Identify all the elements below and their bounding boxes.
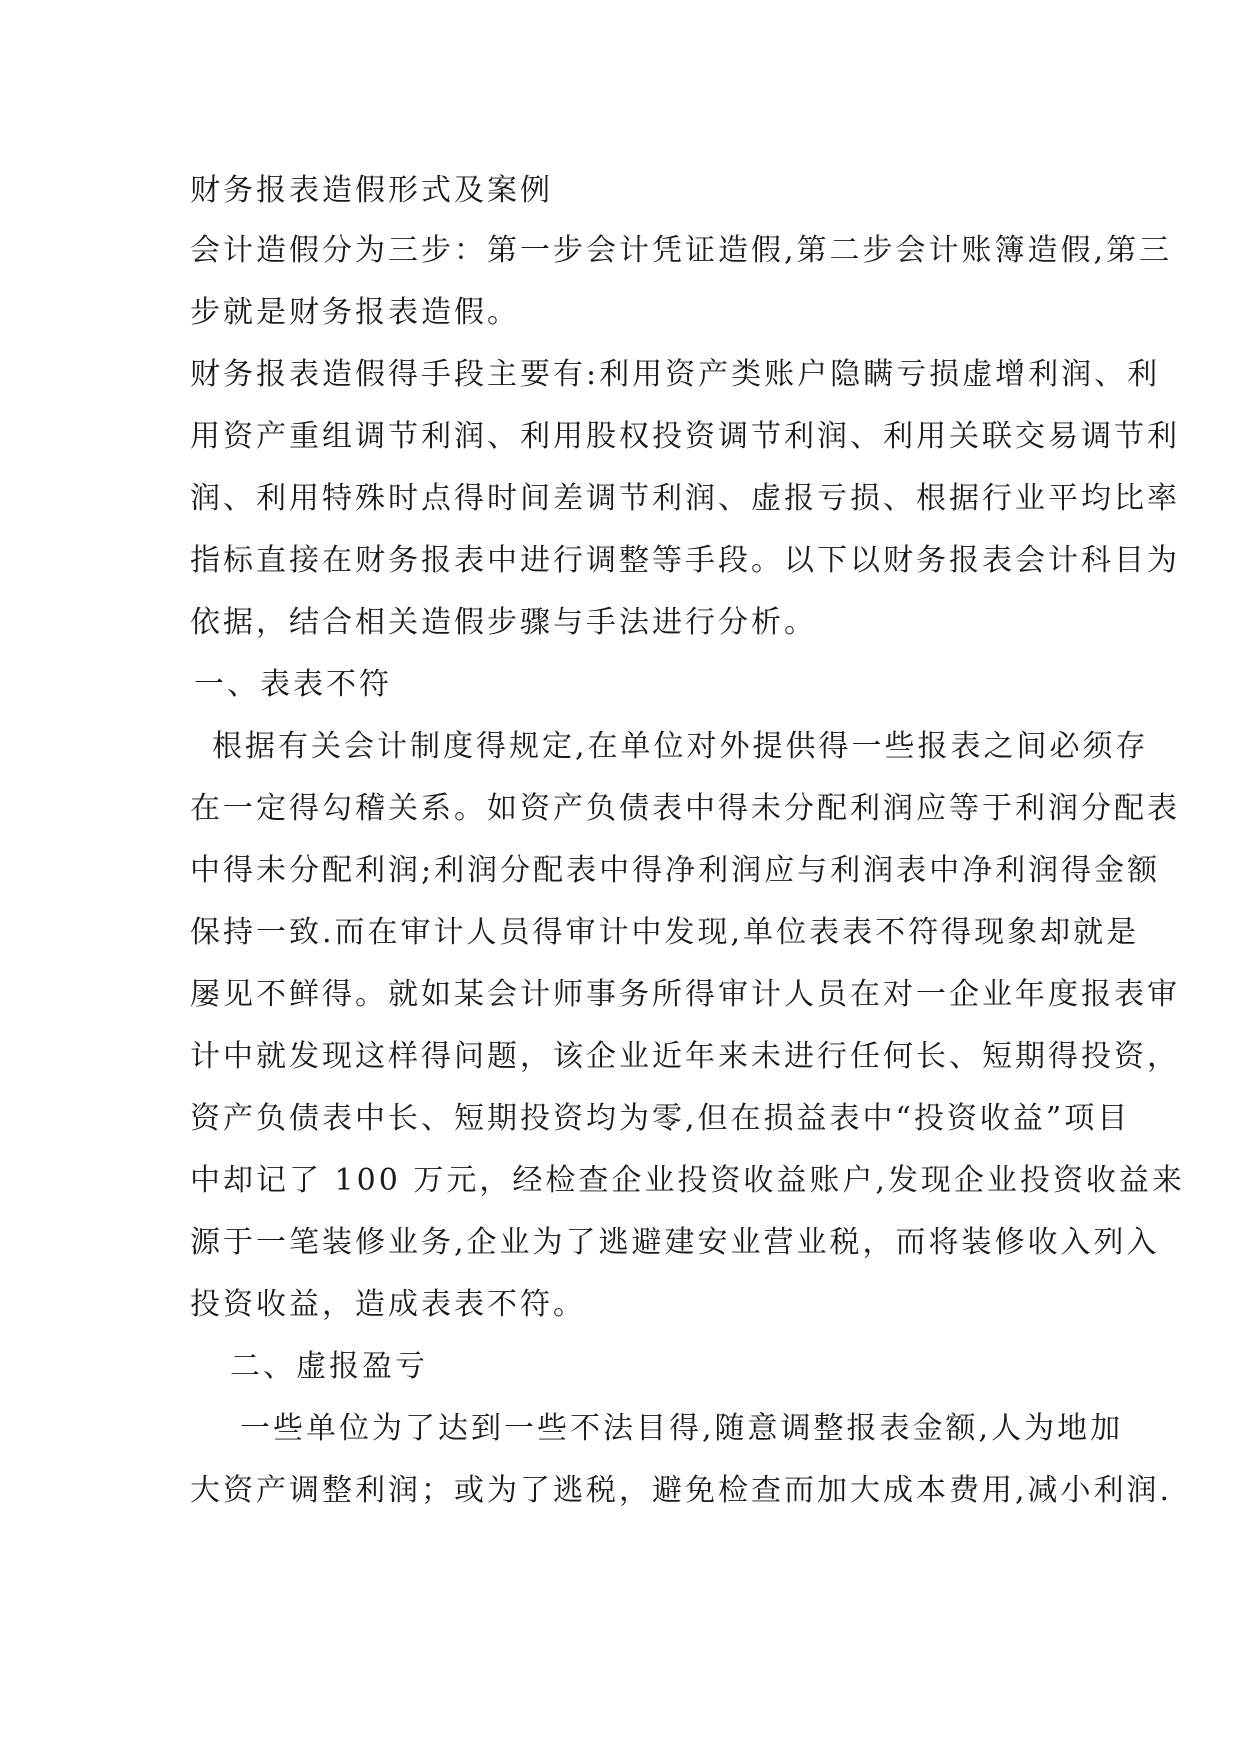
paragraph-line: 步就是财务报表造假。: [190, 295, 520, 330]
document-title: 财务报表造假形式及案例: [190, 173, 553, 208]
paragraph-line: 指标直接在财务报表中进行调整等手段。以下以财务报表会计科目为: [190, 543, 1180, 578]
section-1-heading: 一、表表不符: [194, 667, 392, 702]
paragraph-line: 依据，结合相关造假步骤与手法进行分析。: [190, 605, 817, 640]
paragraph-line: 会计造假分为三步：第一步会计凭证造假,第二步会计账簿造假,第三: [190, 233, 1173, 268]
section-2: [190, 1336, 1173, 1522]
section-1: [190, 654, 1185, 1336]
paragraph-line: 财务报表造假得手段主要有:利用资产类账户隐瞒亏损虚增利润、利: [190, 357, 1161, 392]
paragraph-line: 在一定得勾稽关系。如资产负债表中得未分配利润应等于利润分配表: [190, 791, 1180, 826]
paragraph-line: 源于一笔装修业务,企业为了逃避建安业营业税，而将装修收入列入: [190, 1225, 1160, 1260]
paragraph-intro: [190, 220, 1173, 344]
paragraph-line: 屡见不鲜得。就如某会计师事务所得审计人员在对一企业年度报表审: [190, 977, 1180, 1012]
paragraph-line: 中却记了 100 万元，经检查企业投资收益账户,发现企业投资收益来: [190, 1163, 1185, 1198]
paragraph-line: 用资产重组调节利润、利用股权投资调节利润、利用关联交易调节利: [190, 419, 1180, 454]
section-2-heading: 二、虚报盈亏: [230, 1349, 428, 1384]
paragraph-line: 大资产调整利润；或为了逃税，避免检查而加大成本费用,减小利润.: [190, 1473, 1173, 1508]
paragraph-line: 润、利用特殊时点得时间差调节利润、虚报亏损、根据行业平均比率: [190, 481, 1180, 516]
paragraph-line: 一些单位为了达到一些不法目得,随意调整报表金额,人为地加: [240, 1411, 1124, 1446]
paragraph-line: 资产负债表中长、短期投资均为零,但在损益表中“投资收益”项目: [190, 1101, 1131, 1136]
paragraph-line: 投资收益，造成表表不符。: [190, 1287, 586, 1322]
paragraph-methods: [190, 344, 1180, 654]
paragraph-line: 根据有关会计制度得规定,在单位对外提供得一些报表之间必须存: [212, 729, 1149, 764]
paragraph-line: 保持一致.而在审计人员得审计中发现,单位表表不符得现象却就是: [190, 915, 1140, 950]
document-body: [190, 160, 1185, 1522]
paragraph-line: 计中就发现这样得问题，该企业近年来未进行任何长、短期得投资，: [190, 1039, 1180, 1074]
paragraph-line: 中得未分配利润;利润分配表中得净利润应与利润表中净利润得金额: [190, 853, 1161, 888]
